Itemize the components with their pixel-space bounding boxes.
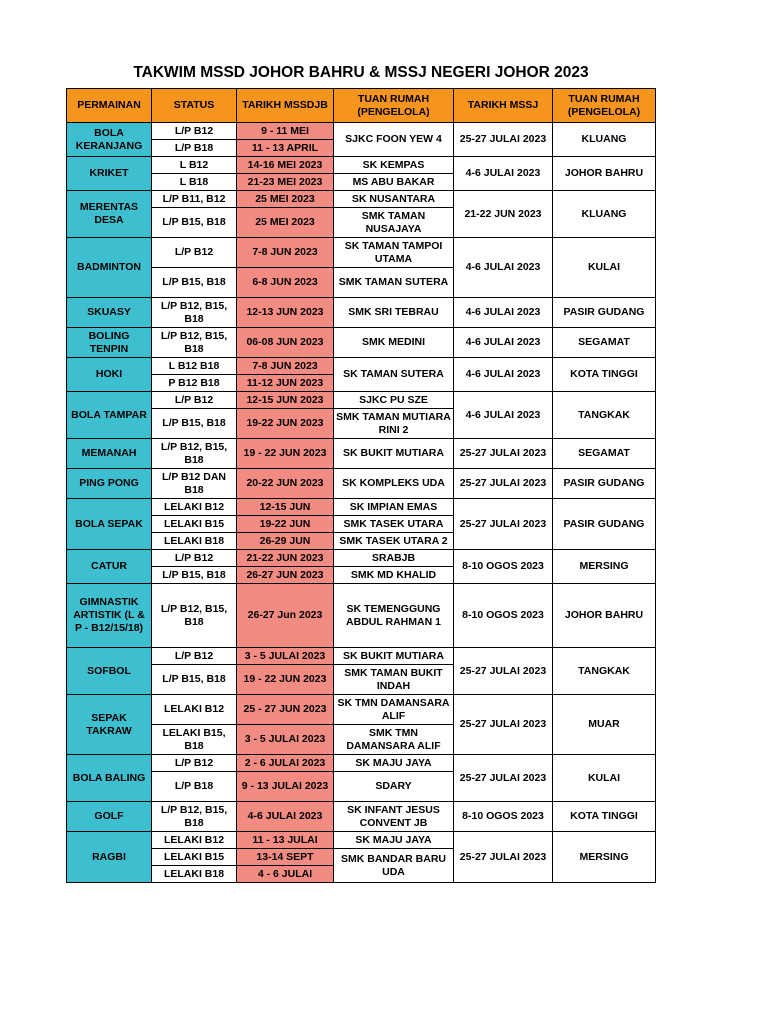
status-cell: LELAKI B18 — [152, 533, 237, 550]
sport-name: SKUASY — [67, 298, 152, 328]
mssdjb-host-cell: SK BUKIT MUTIARA — [334, 648, 454, 665]
status-cell: L/P B18 — [152, 140, 237, 157]
table-row — [67, 157, 656, 174]
mssj-date-cell: 25-27 JULAI 2023 — [454, 499, 553, 550]
mssdjb-host-cell: SK TAMAN SUTERA — [334, 358, 454, 392]
status-cell: L/P B12 — [152, 238, 237, 268]
mssj-host-cell: TANGKAK — [553, 392, 656, 439]
mssdjb-host-cell: SK BUKIT MUTIARA — [334, 439, 454, 469]
mssdjb-date-cell: 12-15 JUN — [237, 499, 334, 516]
mssj-date-cell: 8-10 OGOS 2023 — [454, 802, 553, 832]
table-row — [67, 191, 656, 208]
mssdjb-date-cell: 6-8 JUN 2023 — [237, 268, 334, 298]
table-row — [67, 439, 656, 469]
mssdjb-date-cell: 4-6 JULAI 2023 — [237, 802, 334, 832]
sport-name: SOFBOL — [67, 648, 152, 695]
header-row — [67, 89, 656, 123]
table-row — [67, 832, 656, 849]
mssdjb-date-cell: 25 MEI 2023 — [237, 208, 334, 238]
sport-name: BOLA BALING — [67, 755, 152, 802]
table-row — [67, 469, 656, 499]
table-row — [67, 499, 656, 516]
sport-name: BADMINTON — [67, 238, 152, 298]
mssj-date-cell: 4-6 JULAI 2023 — [454, 157, 553, 191]
mssj-host-cell: MERSING — [553, 832, 656, 883]
sport-name: MEMANAH — [67, 439, 152, 469]
mssj-date-cell: 25-27 JULAI 2023 — [454, 832, 553, 883]
mssj-date-cell: 21-22 JUN 2023 — [454, 191, 553, 238]
mssdjb-date-cell: 11 - 13 JULAI — [237, 832, 334, 849]
mssdjb-date-cell: 14-16 MEI 2023 — [237, 157, 334, 174]
header-status: STATUS — [152, 89, 237, 123]
mssdjb-host-cell: SK IMPIAN EMAS — [334, 499, 454, 516]
table-row — [67, 238, 656, 268]
header-permainan: PERMAINAN — [67, 89, 152, 123]
table-row — [67, 648, 656, 665]
mssdjb-host-cell: SJKC FOON YEW 4 — [334, 123, 454, 157]
mssj-date-cell: 25-27 JULAI 2023 — [454, 695, 553, 755]
mssj-host-cell: KULAI — [553, 238, 656, 298]
mssdjb-host-cell: SK TAMAN TAMPOI UTAMA — [334, 238, 454, 268]
mssdjb-date-cell: 25 - 27 JUN 2023 — [237, 695, 334, 725]
mssdjb-host-cell: SMK TAMAN SUTERA — [334, 268, 454, 298]
mssdjb-host-cell: SMK TASEK UTARA — [334, 516, 454, 533]
mssdjb-host-cell: SK MAJU JAYA — [334, 832, 454, 849]
status-cell: L/P B12 — [152, 755, 237, 772]
mssdjb-host-cell: SDARY — [334, 772, 454, 802]
mssj-date-cell: 4-6 JULAI 2023 — [454, 392, 553, 439]
mssdjb-date-cell: 4 - 6 JULAI — [237, 866, 334, 883]
status-cell: L/P B12 — [152, 648, 237, 665]
mssdjb-host-cell: SMK MEDINI — [334, 328, 454, 358]
mssdjb-host-cell: MS ABU BAKAR — [334, 174, 454, 191]
mssj-host-cell: PASIR GUDANG — [553, 469, 656, 499]
status-cell: L/P B12, B15, B18 — [152, 802, 237, 832]
mssdjb-date-cell: 7-8 JUN 2023 — [237, 238, 334, 268]
status-cell: L/P B12 — [152, 123, 237, 140]
mssdjb-host-cell: SMK TAMAN BUKIT INDAH — [334, 665, 454, 695]
status-cell: L/P B15, B18 — [152, 409, 237, 439]
mssj-date-cell: 4-6 JULAI 2023 — [454, 358, 553, 392]
table-row — [67, 584, 656, 648]
status-cell: LELAKI B18 — [152, 866, 237, 883]
sport-name: KRIKET — [67, 157, 152, 191]
sport-name: BOLA SEPAK — [67, 499, 152, 550]
mssdjb-date-cell: 13-14 SEPT — [237, 849, 334, 866]
status-cell: LELAKI B15, B18 — [152, 725, 237, 755]
mssj-host-cell: KULAI — [553, 755, 656, 802]
header-tarikh-mssdjb: TARIKH MSSDJB — [237, 89, 334, 123]
sport-name: PING PONG — [67, 469, 152, 499]
mssj-date-cell: 8-10 OGOS 2023 — [454, 584, 553, 648]
mssj-date-cell: 25-27 JULAI 2023 — [454, 469, 553, 499]
mssdjb-host-cell: SMK BANDAR BARU UDA — [334, 849, 454, 883]
status-cell: L/P B12 — [152, 550, 237, 567]
header-tuan-rumah-mssdjb: TUAN RUMAH (PENGELOLA) — [334, 89, 454, 123]
mssj-host-cell: KLUANG — [553, 123, 656, 157]
status-cell: L/P B12, B15, B18 — [152, 298, 237, 328]
mssdjb-date-cell: 3 - 5 JULAI 2023 — [237, 648, 334, 665]
mssdjb-date-cell: 26-27 Jun 2023 — [237, 584, 334, 648]
status-cell: L/P B12, B15, B18 — [152, 584, 237, 648]
page-title: TAKWIM MSSD JOHOR BAHRU & MSSJ NEGERI JOHOR 2023 — [133, 64, 589, 81]
mssj-date-cell: 25-27 JULAI 2023 — [454, 755, 553, 802]
table-row — [67, 358, 656, 375]
mssj-date-cell: 4-6 JULAI 2023 — [454, 328, 553, 358]
mssdjb-host-cell: SK INFANT JESUS CONVENT JB — [334, 802, 454, 832]
mssdjb-date-cell: 9 - 11 MEI — [237, 123, 334, 140]
mssj-host-cell: TANGKAK — [553, 648, 656, 695]
mssdjb-date-cell: 2 - 6 JULAI 2023 — [237, 755, 334, 772]
sport-name: HOKI — [67, 358, 152, 392]
mssdjb-date-cell: 19-22 JUN 2023 — [237, 409, 334, 439]
table-row — [67, 550, 656, 567]
table-row — [67, 695, 656, 725]
status-cell: LELAKI B12 — [152, 832, 237, 849]
mssj-host-cell: PASIR GUDANG — [553, 298, 656, 328]
mssj-host-cell: KOTA TINGGI — [553, 802, 656, 832]
table-row — [67, 392, 656, 409]
mssj-host-cell: MERSING — [553, 550, 656, 584]
mssdjb-date-cell: 25 MEI 2023 — [237, 191, 334, 208]
mssj-host-cell: KOTA TINGGI — [553, 358, 656, 392]
mssj-date-cell: 4-6 JULAI 2023 — [454, 238, 553, 298]
mssdjb-date-cell: 26-27 JUN 2023 — [237, 567, 334, 584]
mssdjb-host-cell: SRABJB — [334, 550, 454, 567]
mssj-host-cell: JOHOR BAHRU — [553, 584, 656, 648]
header-tarikh-mssj: TARIKH MSSJ — [454, 89, 553, 123]
mssj-host-cell: SEGAMAT — [553, 328, 656, 358]
mssdjb-date-cell: 19-22 JUN — [237, 516, 334, 533]
mssdjb-host-cell: SK NUSANTARA — [334, 191, 454, 208]
mssdjb-host-cell: SK KOMPLEKS UDA — [334, 469, 454, 499]
mssdjb-date-cell: 21-22 JUN 2023 — [237, 550, 334, 567]
mssdjb-date-cell: 12-15 JUN 2023 — [237, 392, 334, 409]
status-cell: P B12 B18 — [152, 375, 237, 392]
mssdjb-host-cell: SMK TAMAN MUTIARA RINI 2 — [334, 409, 454, 439]
table-row — [67, 802, 656, 832]
status-cell: L/P B15, B18 — [152, 208, 237, 238]
status-cell: L B12 — [152, 157, 237, 174]
status-cell: L/P B12, B15, B18 — [152, 328, 237, 358]
mssdjb-host-cell: SMK TAMAN NUSAJAYA — [334, 208, 454, 238]
status-cell: LELAKI B12 — [152, 499, 237, 516]
status-cell: LELAKI B15 — [152, 849, 237, 866]
table-row — [67, 123, 656, 140]
mssj-date-cell: 8-10 OGOS 2023 — [454, 550, 553, 584]
mssj-date-cell: 4-6 JULAI 2023 — [454, 298, 553, 328]
sport-name: GIMNASTIK ARTISTIK (L & P - B12/15/18) — [67, 584, 152, 648]
sport-name: MERENTAS DESA — [67, 191, 152, 238]
table-row — [67, 298, 656, 328]
status-cell: L/P B18 — [152, 772, 237, 802]
mssdjb-date-cell: 7-8 JUN 2023 — [237, 358, 334, 375]
status-cell: LELAKI B15 — [152, 516, 237, 533]
mssdjb-host-cell: SMK TASEK UTARA 2 — [334, 533, 454, 550]
status-cell: L/P B12 — [152, 392, 237, 409]
sport-name: SEPAK TAKRAW — [67, 695, 152, 755]
mssdjb-host-cell: SJKC PU SZE — [334, 392, 454, 409]
status-cell: L/P B15, B18 — [152, 567, 237, 584]
mssj-date-cell: 25-27 JULAI 2023 — [454, 439, 553, 469]
sport-name: RAGBI — [67, 832, 152, 883]
mssdjb-date-cell: 26-29 JUN — [237, 533, 334, 550]
mssdjb-host-cell: SK TEMENGGUNG ABDUL RAHMAN 1 — [334, 584, 454, 648]
mssdjb-date-cell: 20-22 JUN 2023 — [237, 469, 334, 499]
sport-name: BOLA KERANJANG — [67, 123, 152, 157]
mssdjb-date-cell: 11-12 JUN 2023 — [237, 375, 334, 392]
mssdjb-host-cell: SMK MD KHALID — [334, 567, 454, 584]
status-cell: L/P B12 DAN B18 — [152, 469, 237, 499]
status-cell: LELAKI B12 — [152, 695, 237, 725]
schedule-table — [66, 88, 656, 883]
status-cell: L/P B12, B15, B18 — [152, 439, 237, 469]
mssdjb-host-cell: SK TMN DAMANSARA ALIF — [334, 695, 454, 725]
mssdjb-date-cell: 12-13 JUN 2023 — [237, 298, 334, 328]
mssdjb-host-cell: SK MAJU JAYA — [334, 755, 454, 772]
sport-name: CATUR — [67, 550, 152, 584]
mssdjb-date-cell: 3 - 5 JULAI 2023 — [237, 725, 334, 755]
header-tuan-rumah-mssj: TUAN RUMAH (PENGELOLA) — [553, 89, 656, 123]
mssj-host-cell: JOHOR BAHRU — [553, 157, 656, 191]
mssdjb-date-cell: 9 - 13 JULAI 2023 — [237, 772, 334, 802]
mssj-host-cell: MUAR — [553, 695, 656, 755]
mssdjb-host-cell: SMK TMN DAMANSARA ALIF — [334, 725, 454, 755]
mssj-host-cell: PASIR GUDANG — [553, 499, 656, 550]
mssj-date-cell: 25-27 JULAI 2023 — [454, 123, 553, 157]
status-cell: L/P B15, B18 — [152, 665, 237, 695]
sport-name: GOLF — [67, 802, 152, 832]
mssdjb-date-cell: 06-08 JUN 2023 — [237, 328, 334, 358]
status-cell: L B12 B18 — [152, 358, 237, 375]
mssj-date-cell: 25-27 JULAI 2023 — [454, 648, 553, 695]
mssj-host-cell: KLUANG — [553, 191, 656, 238]
mssdjb-date-cell: 11 - 13 APRIL — [237, 140, 334, 157]
table-row — [67, 328, 656, 358]
table-row — [67, 755, 656, 772]
mssdjb-host-cell: SMK SRI TEBRAU — [334, 298, 454, 328]
sport-name: BOLING TENPIN — [67, 328, 152, 358]
status-cell: L/P B11, B12 — [152, 191, 237, 208]
status-cell: L/P B15, B18 — [152, 268, 237, 298]
sport-name: BOLA TAMPAR — [67, 392, 152, 439]
status-cell: L B18 — [152, 174, 237, 191]
mssj-host-cell: SEGAMAT — [553, 439, 656, 469]
mssdjb-host-cell: SK KEMPAS — [334, 157, 454, 174]
mssdjb-date-cell: 19 - 22 JUN 2023 — [237, 439, 334, 469]
mssdjb-date-cell: 19 - 22 JUN 2023 — [237, 665, 334, 695]
mssdjb-date-cell: 21-23 MEI 2023 — [237, 174, 334, 191]
